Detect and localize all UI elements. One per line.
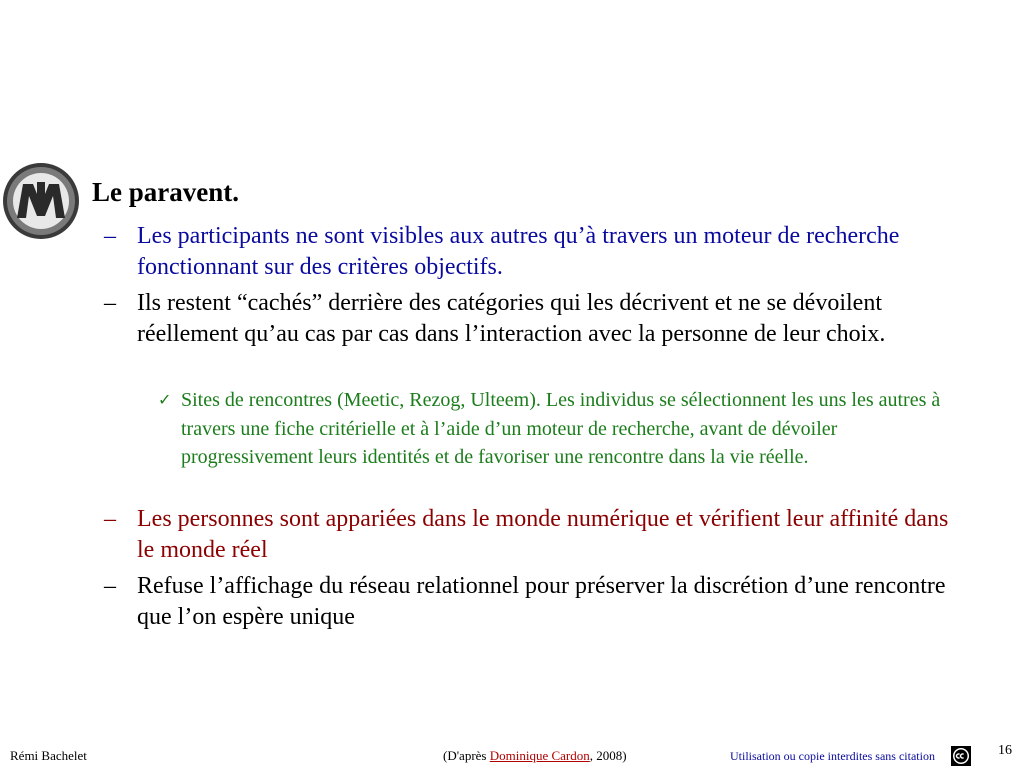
ecl-logo-icon xyxy=(0,160,86,242)
footer-usage-notice: Utilisation ou copie interdites sans citation xyxy=(730,749,935,763)
creative-commons-icon[interactable] xyxy=(951,746,971,766)
sub-bullet-text: Sites de rencontres (Meetic, Rezog, Ulteem). Les individus se sélectionnent les uns les autres à travers une fiche critérielle et à l’aide d’un moteur de recherche, avant de dévoiler progressivement leurs identités et de favoriser une rencontre dans la vie réelle. xyxy=(181,389,941,468)
checkmark-icon: ✓ xyxy=(158,390,172,409)
bullet-item xyxy=(104,504,957,566)
footer-author: Rémi Bachelet xyxy=(10,748,87,763)
bullet-marker: – xyxy=(104,290,116,316)
footer-source xyxy=(443,746,627,766)
footer-source-suffix: , 2008) xyxy=(589,748,627,763)
bullet-text: Les personnes sont appariées dans le monde numérique et vérifient leur affinité dans le monde réel xyxy=(137,506,949,563)
page-number: 16 xyxy=(998,743,1012,758)
bullet-text: Ils restent “cachés” derrière des catégories qui les décrivent et ne se dévoilent réellement qu’au cas par cas dans l’interaction avec la personne de leur choix. xyxy=(137,290,886,347)
bullet-item xyxy=(104,288,957,350)
bullet-marker: – xyxy=(104,223,116,249)
slide-title: Le paravent. xyxy=(92,177,239,207)
bullet-text: Les participants ne sont visibles aux autres qu’à travers un moteur de recherche fonctionnant sur des critères objectifs. xyxy=(137,223,900,280)
bullet-marker: – xyxy=(104,506,116,532)
source-author-link[interactable]: Dominique Cardon xyxy=(489,748,590,763)
footer-source-prefix: (D'après xyxy=(443,748,490,763)
bullet-item xyxy=(104,571,957,633)
bullet-marker: – xyxy=(104,573,116,599)
sub-bullet-item xyxy=(158,386,971,472)
bullet-text: Refuse l’affichage du réseau relationnel pour préserver la discrétion d’une rencontre que l’on espère unique xyxy=(137,573,946,630)
bullet-item xyxy=(104,221,957,283)
